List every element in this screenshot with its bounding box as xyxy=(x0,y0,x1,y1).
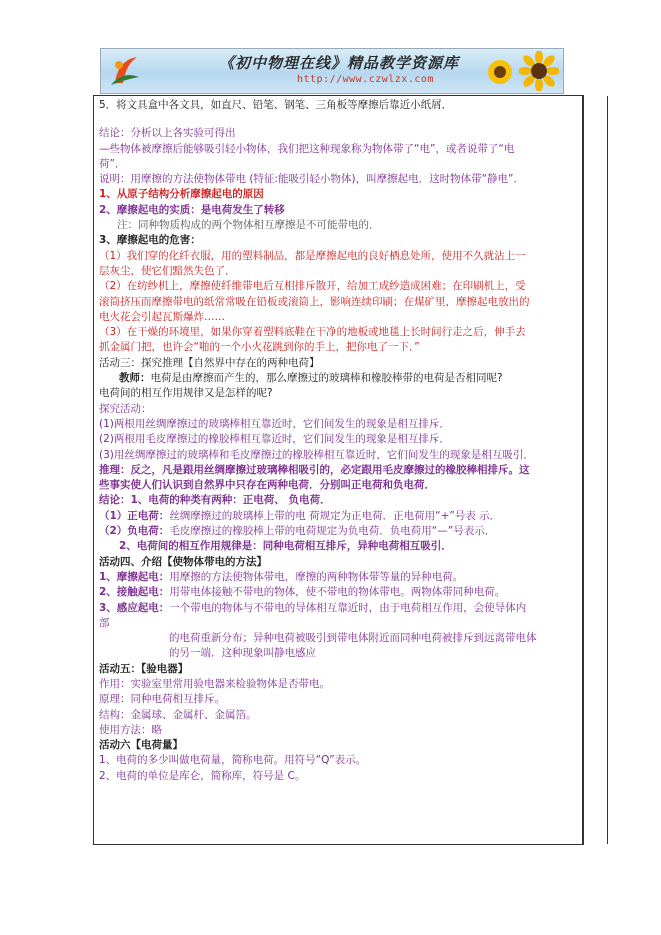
text-line: 的电荷重新分布；异种电荷被吸引到带电体附近而同种电荷被排斥到远离带电体 xyxy=(169,632,537,645)
section-heading: 结论：1、电荷的种类有两种：正电荷、 负电荷． xyxy=(99,494,331,507)
text-line: 教师：电荷是由摩擦而产生的，那么摩擦过的玻璃棒和橡胶棒带的电荷是否相同呢? xyxy=(119,372,503,385)
text-line: 使用方法：略 xyxy=(99,723,162,736)
text-line: 2、接触起电：用带电体接触不带电的物体，使不带电的物体带电。两物体带同种电荷。 xyxy=(99,586,506,599)
text-line: （1）我们穿的化纤衣服，用的塑料制品，都是摩擦起电的良好栖息处所，使用不久就沾上一 xyxy=(99,249,526,262)
text-line: 说明：用摩擦的方法使物体带电 (特征:能吸引轻小物体)，叫摩擦起电．这时物体带“静电”． xyxy=(99,173,524,186)
text-line: 2、电荷的单位是库仑，简称库，符号是 C。 xyxy=(99,769,306,782)
text-line: 的另一端．这种现象叫静电感应 xyxy=(169,647,316,660)
section-heading: 1、从原子结构分析摩擦起电的原因 xyxy=(99,188,264,201)
text-line: 结构：金属球、金属杆、金属箔。 xyxy=(99,708,257,721)
lesson-table xyxy=(93,95,584,845)
text-line: 5．将文具盒中各文具，如直尺、铅笔、钢笔、三角板等摩擦后靠近小纸屑． xyxy=(99,99,453,111)
banner-url: http://www.czwlzx.com xyxy=(297,74,434,85)
text-line: 注：同种物质构成的两个物体相互摩擦是不可能带电的． xyxy=(117,219,380,232)
text-line: 推理：反之，凡是跟用丝绸摩擦过玻璃棒相吸引的，必定跟用毛皮摩擦过的橡胶棒相排斥。这 xyxy=(99,463,530,476)
section-heading: 活动五：【验电器】 xyxy=(99,662,189,675)
text-line: (3)用丝绸摩擦过的玻璃棒和毛皮摩擦过的橡胶棒相互靠近时，它们间发生的现象是相互吸引． xyxy=(99,448,534,461)
sunflower-icon xyxy=(487,59,513,85)
text-line: 抓金属门把，也许会“啪的一个小火花跳到你的手上，把你电了一下．” xyxy=(99,341,420,354)
text-line: 探究活动： xyxy=(99,402,152,415)
text-line: 1、电荷的多少叫做电荷量，简称电荷。用符号“Q”表示。 xyxy=(99,754,367,767)
text-line: （2）在纺纱机上，摩擦使纤维带电后互相排斥散开，给加工成纱造成困难；在印刷机上，受 xyxy=(99,280,526,293)
text-line: 些事实使人们认识到自然界中只存在两种电荷．分别叫正电荷和负电荷． xyxy=(99,479,435,492)
text-line: 荷”． xyxy=(99,157,126,170)
banner-title: 《初中物理在线》精品教学资源库 xyxy=(219,54,460,72)
section-heading: 3、摩擦起电的危害： xyxy=(99,234,201,247)
text-line: 原理：同种电荷相互排斥。 xyxy=(99,693,225,706)
column-divider xyxy=(582,96,583,844)
text-line: 电荷间的相互作用规律又是怎样的呢? xyxy=(99,387,273,400)
section-heading: 2、摩擦起电的实质：是电荷发生了转移 xyxy=(99,203,285,216)
sunflower-icon xyxy=(519,51,559,91)
section-heading: 活动三：探究推理【自然界中存在的两种电荷】 xyxy=(99,356,320,369)
section-heading: 活动四、介绍【使物体带电的方法】 xyxy=(99,555,267,568)
text-line: —些物体被摩擦后能够吸引轻小物体，我们把这种现象称为物体带了“电”，或者说带了“电 xyxy=(99,142,515,155)
text-line: （2）负电荷：毛皮摩擦过的橡胶棒上带的电荷规定为负电荷．负电荷用“—”号表示． xyxy=(99,525,496,538)
section-heading: 2、电荷间的相互作用规律是：同种电荷相互排斥，异种电荷相互吸引． xyxy=(119,540,452,553)
logo-icon xyxy=(107,53,143,89)
text-line: 部 xyxy=(99,616,110,629)
text-line: 电火花会引起瓦斯爆炸…… xyxy=(99,310,225,323)
lesson-content xyxy=(99,98,579,784)
text-line: 作用：实验室里常用验电器来检验物体是否带电。 xyxy=(99,677,330,690)
text-line: （3）在干燥的环境里，如果你穿着塑料底鞋在干净的地板或地毯上长时间行走之后，伸手去 xyxy=(99,326,526,339)
text-line: 滚筒挤压而摩擦带电的纸常常吸在铅板或滚筒上，影响连续印刷；在煤矿里，摩擦起电放出的 xyxy=(99,295,530,308)
text-line: (1)两根用丝绸摩擦过的玻璃棒相互靠近时，它们间发生的现象是相互排斥． xyxy=(99,417,450,430)
section-heading: 活动六【电荷量】 xyxy=(99,739,183,752)
header-banner xyxy=(100,48,564,94)
text-line: (2)两根用毛皮摩擦过的橡胶棒相互靠近时，它们间发生的现象是相互排斥． xyxy=(99,433,450,446)
notes-cell xyxy=(584,96,608,844)
text-line: 层灰尘，使它们黯然失色了． xyxy=(99,264,236,277)
text-line: （1）正电荷：丝绸摩擦过的玻璃棒上带的电 荷规定为正电荷．正电荷用“+”号表 示． xyxy=(99,509,501,522)
text-line: 结论：分析以上各实验可得出 xyxy=(99,127,236,140)
text-line: 1、摩擦起电：用摩擦的方法使物体带电，摩擦的两种物体带等量的异种电荷。 xyxy=(99,570,464,583)
text-line: 3、感应起电：一个带电的物体与不带电的导体相互靠近时，由于电荷相互作用，会使导体内 xyxy=(99,601,527,614)
